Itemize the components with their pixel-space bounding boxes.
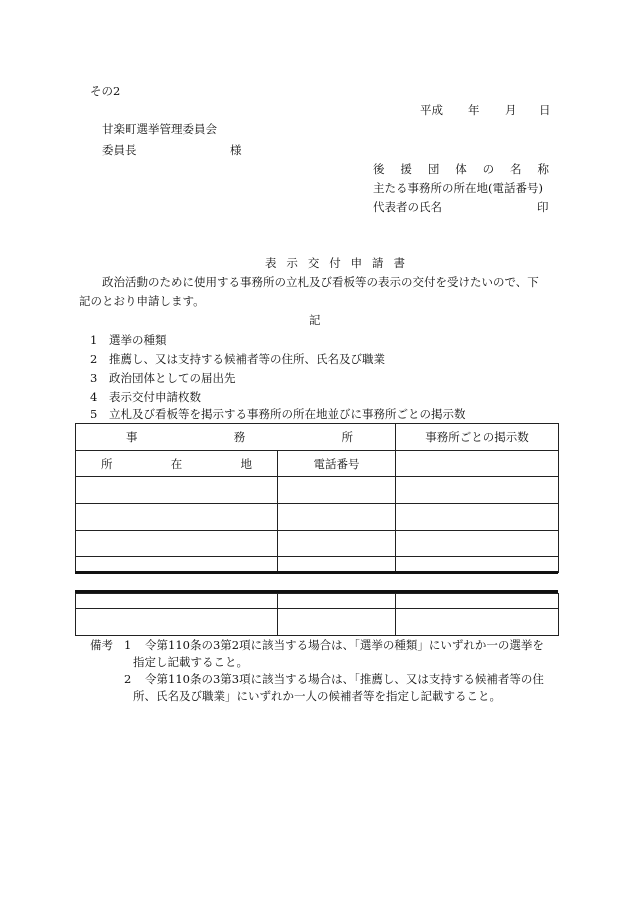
note-1-line2: 指定し記載すること。 [133, 655, 248, 669]
group-name-char: 後 [373, 162, 385, 176]
note-1-number: 1 [124, 638, 132, 652]
table-subheader-row [76, 451, 559, 477]
applicant-group-name [373, 162, 549, 176]
list-item [90, 352, 385, 366]
item-text: 選挙の種類 [108, 333, 167, 347]
item-text: 政治団体としての届出先 [108, 371, 236, 385]
count-cell[interactable] [396, 477, 559, 504]
date-month: 月 [505, 103, 517, 117]
table-row [76, 477, 559, 504]
list-item [90, 407, 465, 421]
seal-mark: 印 [537, 200, 549, 214]
item-number: 4 [90, 390, 98, 404]
title-char: 示 [286, 256, 298, 270]
phone-cell[interactable] [278, 504, 396, 531]
item-number: 1 [90, 333, 98, 347]
location-cell[interactable] [76, 609, 278, 636]
group-name-char: 称 [537, 162, 549, 176]
list-item [90, 333, 166, 347]
date-year: 年 [468, 103, 480, 117]
group-name-char: 名 [510, 162, 522, 176]
list-item [90, 390, 201, 404]
office-header-char: 事 [126, 430, 138, 444]
location-cell[interactable] [76, 531, 278, 557]
office-header [76, 424, 396, 451]
group-name-char: の [482, 162, 495, 176]
table-row [76, 504, 559, 531]
item-text: 表示交付申請枚数 [108, 390, 201, 404]
applicant-representative: 代表者の氏名 [373, 200, 442, 214]
location-cell[interactable] [76, 594, 278, 609]
date-era: 平成 [420, 103, 443, 117]
group-name-char: 援 [400, 162, 412, 176]
table-break-line-top [75, 571, 558, 574]
item-number: 5 [90, 407, 98, 421]
office-table [75, 423, 559, 573]
count-header: 事務所ごとの掲示数 [396, 424, 559, 451]
count-cell[interactable] [396, 504, 559, 531]
office-table-continued [75, 593, 559, 636]
notes-label: 備考 [90, 638, 113, 652]
location-header [76, 451, 278, 477]
location-header-char: 在 [170, 456, 183, 471]
note-1-line1: 令第110条の3第2項に該当する場合は、「選挙の種類」にいずれか一の選挙を [145, 638, 544, 652]
title-char: 申 [350, 256, 363, 270]
title-char: 付 [329, 256, 341, 270]
document-title [265, 256, 405, 270]
location-header-char: 所 [101, 456, 113, 471]
group-name-char: 団 [427, 162, 440, 176]
table-row [76, 531, 559, 557]
count-cell[interactable] [396, 594, 559, 609]
note-2-line1: 令第110条の3第3項に該当する場合は、「推薦し、又は支持する候補者等の住 [145, 672, 544, 686]
phone-cell[interactable] [278, 594, 396, 609]
date-day: 日 [539, 103, 551, 117]
body-text-line1: 政治活動のために使用する事務所の立札及び看板等の表示の交付を受けたいので、下 [102, 275, 539, 289]
note-2-number: 2 [124, 672, 132, 686]
date-line [420, 103, 550, 117]
office-header-char: 所 [341, 430, 353, 444]
title-char: 交 [307, 256, 320, 270]
list-item [90, 371, 235, 385]
table-row [76, 594, 559, 609]
location-header-char: 地 [240, 456, 252, 471]
item-number: 3 [90, 371, 98, 385]
phone-cell[interactable] [278, 531, 396, 557]
location-cell[interactable] [76, 504, 278, 531]
item-text: 推薦し、又は支持する候補者等の住所、氏名及び職業 [108, 352, 385, 366]
title-char: 請 [372, 256, 384, 270]
table-header-row [76, 424, 559, 451]
ki-heading: 記 [309, 313, 321, 327]
item-text: 立札及び看板等を掲示する事務所の所在地並びに事務所ごとの掲示数 [108, 407, 466, 421]
addressee-org: 甘楽町選挙管理委員会 [102, 122, 217, 136]
phone-cell[interactable] [278, 609, 396, 636]
phone-cell[interactable] [278, 477, 396, 504]
addressee-honorific: 様 [230, 143, 242, 157]
title-char: 書 [393, 256, 405, 270]
empty-cell [396, 451, 559, 477]
form-number: その2 [90, 84, 121, 98]
item-number: 2 [90, 352, 98, 366]
group-name-char: 体 [455, 162, 467, 176]
note-2-line2: 所、氏名及び職業」にいずれか一人の候補者等を指定し記載すること。 [133, 689, 501, 703]
title-char: 表 [265, 256, 277, 270]
office-header-char: 務 [233, 430, 246, 444]
addressee-title: 委員長 [102, 143, 137, 157]
count-cell[interactable] [396, 609, 559, 636]
body-text-line2: 記のとおり申請します。 [79, 294, 205, 308]
location-cell[interactable] [76, 477, 278, 504]
table-row [76, 609, 559, 636]
count-cell[interactable] [396, 531, 559, 557]
applicant-office-address: 主たる事務所の所在地(電話番号) [373, 181, 543, 195]
phone-header: 電話番号 [278, 451, 396, 477]
